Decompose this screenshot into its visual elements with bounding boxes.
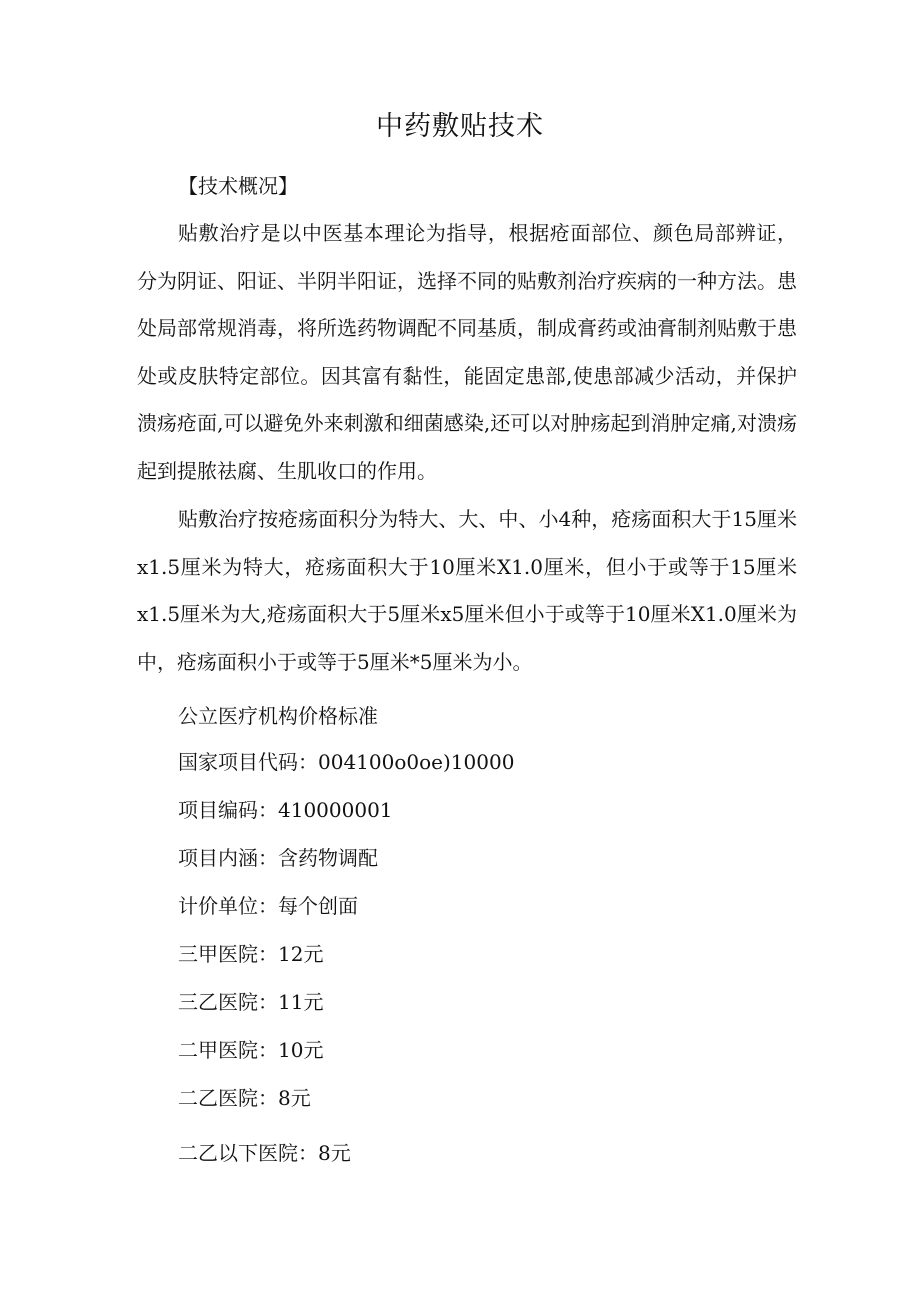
- price-below-grade-2b: 二乙以下医院：8元: [178, 1141, 351, 1165]
- document-title: 中药敷贴技术: [376, 111, 544, 142]
- section-heading: 【技术概况】: [178, 174, 298, 198]
- paragraph-overview: 贴敷治疗是以中医基本理论为指导，根据疮面部位、颜色局部辨证，分为阴证、阳证、半阴半阳证，选择不同的贴敷剂治疗疾病的一种方法。患处局部常规消毒，将所选药物调配不同基质，制成膏药或油膏制剂贴敷于患处或皮肤特定部位。因其富有黏性，能固定患部,使患部减少活动，并保护溃疡疮面,可以避免外来刺激和细菌感染,还可以对肿疡起到消肿定痛,对溃疡起到提脓祛腐、生肌收口的作用。: [137, 221, 797, 483]
- billing-unit: 计价单位：每个创面: [178, 894, 358, 918]
- project-content: 项目内涵：含药物调配: [178, 846, 378, 870]
- price-grade-2a: 二甲医院：10元: [178, 1038, 324, 1062]
- price-grade-2b: 二乙医院：8元: [178, 1086, 311, 1110]
- price-grade-3a: 三甲医院：12元: [178, 942, 324, 966]
- project-number: 项目编码：410000001: [178, 798, 393, 822]
- price-grade-3b: 三乙医院：11元: [178, 990, 324, 1014]
- paragraph-area-classification: 贴敷治疗按疮疡面积分为特大、大、中、小4种，疮疡面积大于15厘米x1.5厘米为特大，疮疡面积大于10厘米X1.0厘米，但小于或等于15厘米x1.5厘米为大,疮疡面积大于5厘米x5厘米但小于或等于10厘米X1.0厘米为中，疮疡面积小于或等于5厘米*5厘米为小。: [137, 507, 797, 674]
- price-standard-heading: 公立医疗机构价格标准: [178, 704, 378, 728]
- national-project-code: 国家项目代码：004100o0oe)10000: [178, 750, 515, 774]
